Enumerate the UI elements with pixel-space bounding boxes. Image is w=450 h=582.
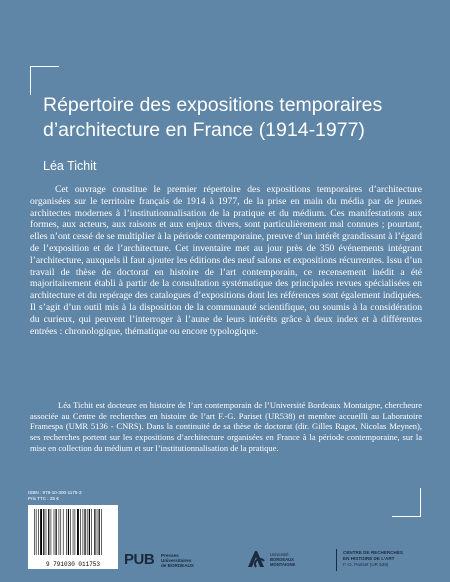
barcode-bar [68, 509, 69, 555]
barcode-bar [46, 509, 47, 555]
barcode-bar [60, 509, 61, 555]
title-line-2: d’architecture en France (1914-1977) [43, 119, 365, 141]
barcode-digits: 9 791030 011753 [45, 561, 100, 568]
barcode-bar [70, 509, 71, 555]
barcode-bar [80, 509, 81, 555]
barcode-bar [51, 509, 52, 555]
university-name [270, 552, 295, 567]
publisher-logo [124, 550, 224, 570]
barcode-bar [84, 509, 85, 555]
research-centre-logo [343, 550, 403, 568]
barcode-bar [43, 509, 44, 555]
isbn-text: ISBN : 979-10-300-1175-3 [28, 490, 82, 495]
logo-divider [336, 549, 337, 571]
barcode-bar [63, 509, 64, 555]
publisher-line-1: Presses [161, 553, 179, 558]
barcode-bar [91, 509, 92, 555]
barcode-bar [94, 509, 95, 555]
publisher-line-2: Universitaires [161, 558, 192, 563]
barcode-bar [54, 509, 55, 555]
barcode-bar [97, 509, 98, 555]
publisher-line-3: de BORDEAUX [161, 563, 194, 568]
corner-bracket-bottom-right [392, 488, 421, 517]
barcode-bar [77, 509, 79, 555]
barcode-bar [75, 509, 76, 555]
author-bio: Léa Tichit est docteure en histoire de l’art contemporain de l’Université Bordeaux Montaigne, chercheure associée au Centre de recherches en histoire de l’art F.-G. Pariset (UR538) et membre accueilli au Laboratoire Framespa (UMR 5136 - CNRS). Dans la continuité de sa thèse de doctorat (dir. Gilles Ragot, Nicolas Meynen), ses recherches portent sur les expositions d’architecture organisées en France à la période contemporaine, sur la mise en collection du médium et sur l’institutionnalisation de la pratique. [30, 400, 422, 453]
barcode-bar [56, 509, 57, 555]
corner-bracket-top-left [30, 66, 59, 95]
publisher-mark: PUB [124, 551, 155, 568]
barcode-bar [66, 509, 67, 555]
barcode-bar [38, 509, 39, 555]
barcode-bar [36, 509, 37, 555]
university-line-1: Université [270, 552, 289, 557]
barcode-bar [89, 509, 90, 555]
barcode-bar [40, 509, 42, 555]
barcode-bar [34, 509, 35, 555]
university-line-3: MONTAIGNE [270, 562, 296, 567]
author-name: Léa Tichit [43, 159, 97, 173]
barcode-bars [28, 505, 118, 559]
barcode-bar [73, 509, 74, 555]
price-text: Prix TTC : 25 € [28, 496, 59, 501]
barcode-bar [48, 509, 49, 555]
university-mark-icon [246, 549, 266, 569]
research-centre-line-1: CENTRE DE RECHERCHES [343, 550, 403, 555]
barcode-bar [101, 509, 102, 555]
title-line-1: Répertoire des expositions temporaires [43, 94, 383, 116]
barcode [28, 505, 118, 569]
book-title [43, 93, 438, 143]
isbn-price-block [28, 490, 112, 502]
publisher-name [161, 553, 194, 568]
research-centre-line-3: F.-G. Pariset (UR 538) [343, 562, 389, 567]
university-line-2: BORDEAUX [270, 557, 294, 562]
barcode-bar [99, 509, 100, 555]
barcode-bar [87, 509, 88, 555]
book-summary: Cet ouvrage constitue le premier répertoire des expositions temporaires d’architecture organisées sur le territoire français de 1914 à 1977, de la prise en main du média par de jeunes architectes modernes à l’institutionnalisation de la pratique et du médium. Ces manifestations aux formes, aux acteurs, aux raisons et aux enjeux divers, sont particulièrement mal connues ; pourtant, elles n’ont cessé de se multiplier à la période contemporaine, preuve d’un intérêt grandissant à l’égard de l’exposition et de l’architecture. Cet inventaire met au jour près de 350 événements intégrant l’architecture, auxquels il faut ajouter les éditions des neuf salons et expositions récurrentes. Issu d’un travail de thèse de doctorat en histoire de l’art contemporain, ce recensement inédit a été majoritairement établi à partir de la consultation systématique des principales revues spécialisées en architecture et du repérage des catalogues d’expositions dont les références sont également indiquées. Il s’agit d’un outil mis à la disposition de la communauté scientifique, ou soumis à la considération du curieux, qui peuvent l’interroger à l’aune de leurs intérêts grâce à deux index et à différentes entrées : chronologique, thématique ou encore typologique. [30, 184, 422, 337]
barcode-bar [83, 509, 84, 555]
research-centre-line-2: EN HISTOIRE DE L’ART [343, 556, 395, 561]
university-logo [246, 549, 326, 571]
barcode-bar [59, 509, 60, 555]
